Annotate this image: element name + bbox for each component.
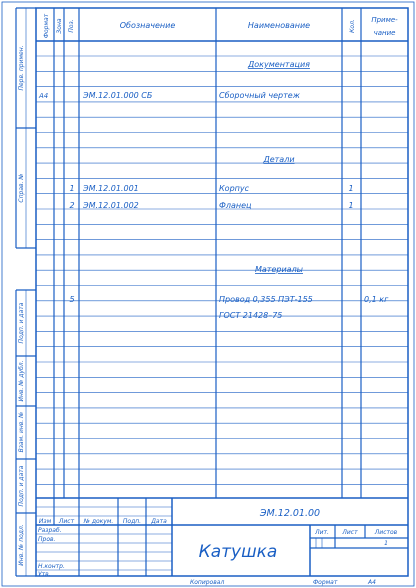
title-listov-label: Листов [374, 529, 398, 536]
header-qty: Кол. [349, 19, 356, 33]
side-label-podp-data: Подп. и дата [18, 302, 25, 344]
title-block [36, 498, 408, 576]
footer-format-label: Формат [313, 579, 338, 586]
title-n-dokum-label: № докум. [83, 518, 114, 525]
cell-qty: 1 [348, 184, 354, 193]
table-row [69, 295, 389, 304]
title-list2-label: Лист [342, 529, 358, 536]
header-format: Формат [43, 13, 50, 39]
cell-pos: 1 [69, 184, 75, 193]
section-heading: Документация [248, 60, 310, 69]
title-data-label: Дата [151, 518, 167, 525]
cell-note: 0,1 кг [364, 295, 389, 304]
side-label-inv-podl: Инв. № подл. [18, 524, 25, 566]
cell-pos: 2 [69, 201, 75, 210]
footer-kopiroval: Копировал [190, 579, 225, 586]
table-row [69, 184, 353, 193]
header-name: Наименование [247, 21, 311, 30]
cell-name: Корпус [219, 184, 250, 193]
cell-qty: 1 [348, 201, 354, 210]
title-list-label: Лист [58, 518, 75, 525]
table-row-documentation-heading [247, 60, 310, 69]
section-heading: Детали [263, 155, 295, 164]
title-izm-label: Изм [38, 518, 52, 525]
side-label-perv-primen: Перв. примен. [18, 45, 25, 91]
table-column-lines [54, 8, 361, 498]
title-prov-label: Пров. [38, 536, 56, 543]
table-row-lines [36, 56, 408, 484]
cell-format: А4 [39, 92, 49, 100]
title-utv-label: Утв. [38, 571, 51, 578]
title-lit-label: Лит. [315, 529, 329, 536]
cell-name: Сборочный чертеж [219, 91, 300, 100]
cell-pos: 5 [69, 295, 75, 304]
title-product-name: Катушка [198, 542, 278, 562]
title-listov-value: 1 [384, 540, 388, 547]
table-row-materials-heading [255, 265, 303, 274]
title-n-kontr-label: Н.контр. [38, 563, 65, 570]
cell-designation: ЭМ.12.01.000 СБ [83, 91, 153, 100]
title-podp-label: Подп. [122, 518, 142, 525]
cell-name: Провод 0,355 ПЭТ-155 [219, 295, 313, 304]
table-row [69, 201, 353, 210]
header-note-line2: чание [373, 29, 396, 37]
section-heading: Материалы [255, 265, 303, 274]
cell-designation: ЭМ.12.01.001 [83, 184, 139, 193]
title-razrab-label: Разраб. [38, 527, 62, 534]
cell-designation: ЭМ.12.01.002 [83, 201, 139, 210]
table-row-parts-heading [262, 155, 294, 164]
table-row [219, 311, 282, 320]
header-zone: Зона [56, 18, 63, 34]
side-label-inv-dubl: Инв. № дубл. [18, 360, 25, 402]
header-pos: Поз. [68, 19, 75, 33]
side-label-sprav: Справ. № [18, 173, 25, 203]
side-label-podp-data-2: Подп. и дата [18, 465, 25, 507]
table-row [38, 91, 301, 100]
cell-name: ГОСТ 21428–75 [219, 311, 283, 320]
header-designation: Обозначение [119, 21, 176, 30]
side-label-vzam-inv: Взам. инв. № [18, 411, 25, 453]
cell-name: Фланец [219, 201, 252, 210]
title-doc-code: ЭМ.12.01.00 [259, 508, 321, 519]
header-note-line1: Приме- [371, 16, 398, 24]
footer-format-value: А4 [368, 579, 376, 586]
